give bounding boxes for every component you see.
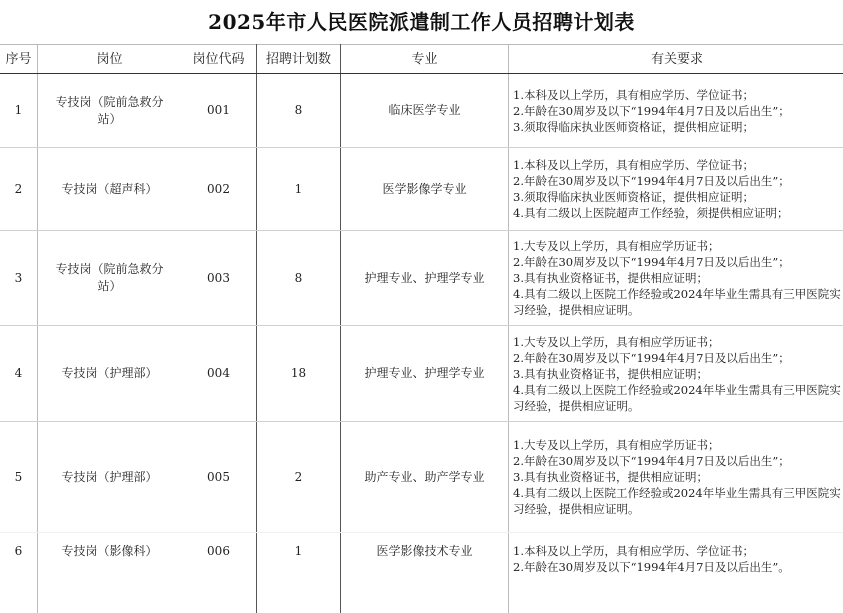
cell-code: 003 — [181, 231, 257, 326]
requirement-item: 1.本科及以上学历，具有相应学历、学位证书； — [513, 87, 843, 103]
requirement-item: 2.年龄在30周岁及以下“1994年4月7日及以后出生”。 — [513, 559, 843, 575]
cell-position: 专技岗（护理部） — [38, 422, 182, 533]
cell-code: 002 — [181, 148, 257, 231]
cell-major: 医学影像技术专业 — [341, 533, 509, 613]
requirement-item: 3.具有执业资格证书，提供相应证明； — [513, 469, 843, 485]
cell-count: 18 — [257, 326, 341, 422]
cell-seq: 2 — [0, 148, 38, 231]
cell-requirements — [509, 231, 843, 326]
cell-position: 专技岗（影像科） — [38, 533, 182, 613]
table-row — [0, 231, 843, 326]
requirement-item: 3.须取得临床执业医师资格证，提供相应证明； — [513, 119, 843, 135]
table-header-row — [0, 45, 843, 74]
table-row — [0, 533, 843, 613]
cell-seq: 4 — [0, 326, 38, 422]
requirement-item: 3.具有执业资格证书，提供相应证明； — [513, 366, 843, 382]
cell-position: 专技岗（护理部） — [38, 326, 182, 422]
requirement-item: 2.年龄在30周岁及以下“1994年4月7日及以后出生”； — [513, 103, 843, 119]
requirement-item: 4.具有二级以上医院工作经验或2024年毕业生需具有三甲医院实习经验，提供相应证明。 — [513, 485, 843, 517]
requirement-item: 4.具有二级以上医院工作经验或2024年毕业生需具有三甲医院实习经验，提供相应证明。 — [513, 382, 843, 414]
cell-code: 001 — [181, 74, 257, 148]
cell-position: 专技岗（超声科） — [38, 148, 182, 231]
cell-major: 护理专业、护理学专业 — [341, 326, 509, 422]
header-major: 专业 — [341, 45, 509, 74]
cell-position: 专技岗（院前急救分站） — [38, 74, 182, 148]
requirement-item: 1.本科及以上学历，具有相应学历、学位证书； — [513, 543, 843, 559]
requirement-item: 1.大专及以上学历，具有相应学历证书； — [513, 437, 843, 453]
cell-seq: 3 — [0, 231, 38, 326]
header-requirements: 有关要求 — [509, 45, 843, 74]
cell-requirements — [509, 326, 843, 422]
cell-major: 助产专业、助产学专业 — [341, 422, 509, 533]
table-row — [0, 148, 843, 231]
cell-major: 护理专业、护理学专业 — [341, 231, 509, 326]
cell-count: 8 — [257, 74, 341, 148]
cell-code: 006 — [181, 533, 257, 613]
requirement-item: 4.具有二级以上医院超声工作经验，须提供相应证明； — [513, 205, 843, 221]
header-seq: 序号 — [0, 45, 38, 74]
cell-seq: 5 — [0, 422, 38, 533]
requirement-item: 2.年龄在30周岁及以下“1994年4月7日及以后出生”； — [513, 453, 843, 469]
cell-seq: 6 — [0, 533, 38, 613]
table-row — [0, 326, 843, 422]
requirement-item: 1.本科及以上学历，具有相应学历、学位证书； — [513, 157, 843, 173]
cell-seq: 1 — [0, 74, 38, 148]
requirement-item: 4.具有二级以上医院工作经验或2024年毕业生需具有三甲医院实习经验，提供相应证明。 — [513, 286, 843, 318]
cell-position: 专技岗（院前急救分站） — [38, 231, 182, 326]
cell-major: 临床医学专业 — [341, 74, 509, 148]
cell-requirements — [509, 422, 843, 533]
requirement-item: 2.年龄在30周岁及以下“1994年4月7日及以后出生”； — [513, 254, 843, 270]
cell-major: 医学影像学专业 — [341, 148, 509, 231]
cell-count: 2 — [257, 422, 341, 533]
table-row — [0, 422, 843, 533]
requirement-item: 2.年龄在30周岁及以下“1994年4月7日及以后出生”； — [513, 350, 843, 366]
cell-requirements — [509, 533, 843, 613]
cell-requirements — [509, 74, 843, 148]
cell-code: 005 — [181, 422, 257, 533]
header-position: 岗位 — [38, 45, 182, 74]
requirement-item: 1.大专及以上学历，具有相应学历证书； — [513, 334, 843, 350]
requirement-item: 1.大专及以上学历，具有相应学历证书； — [513, 238, 843, 254]
cell-count: 1 — [257, 533, 341, 613]
cell-code: 004 — [181, 326, 257, 422]
requirement-item: 3.具有执业资格证书，提供相应证明； — [513, 270, 843, 286]
recruitment-plan-table — [0, 44, 843, 613]
document-title: 2025年市人民医院派遣制工作人员招聘计划表 — [0, 6, 843, 35]
cell-requirements — [509, 148, 843, 231]
header-code: 岗位代码 — [181, 45, 257, 74]
header-count: 招聘计划数 — [257, 45, 341, 74]
table-row — [0, 74, 843, 148]
cell-count: 8 — [257, 231, 341, 326]
requirement-item: 3.须取得临床执业医师资格证，提供相应证明； — [513, 189, 843, 205]
cell-count: 1 — [257, 148, 341, 231]
requirement-item: 2.年龄在30周岁及以下“1994年4月7日及以后出生”； — [513, 173, 843, 189]
